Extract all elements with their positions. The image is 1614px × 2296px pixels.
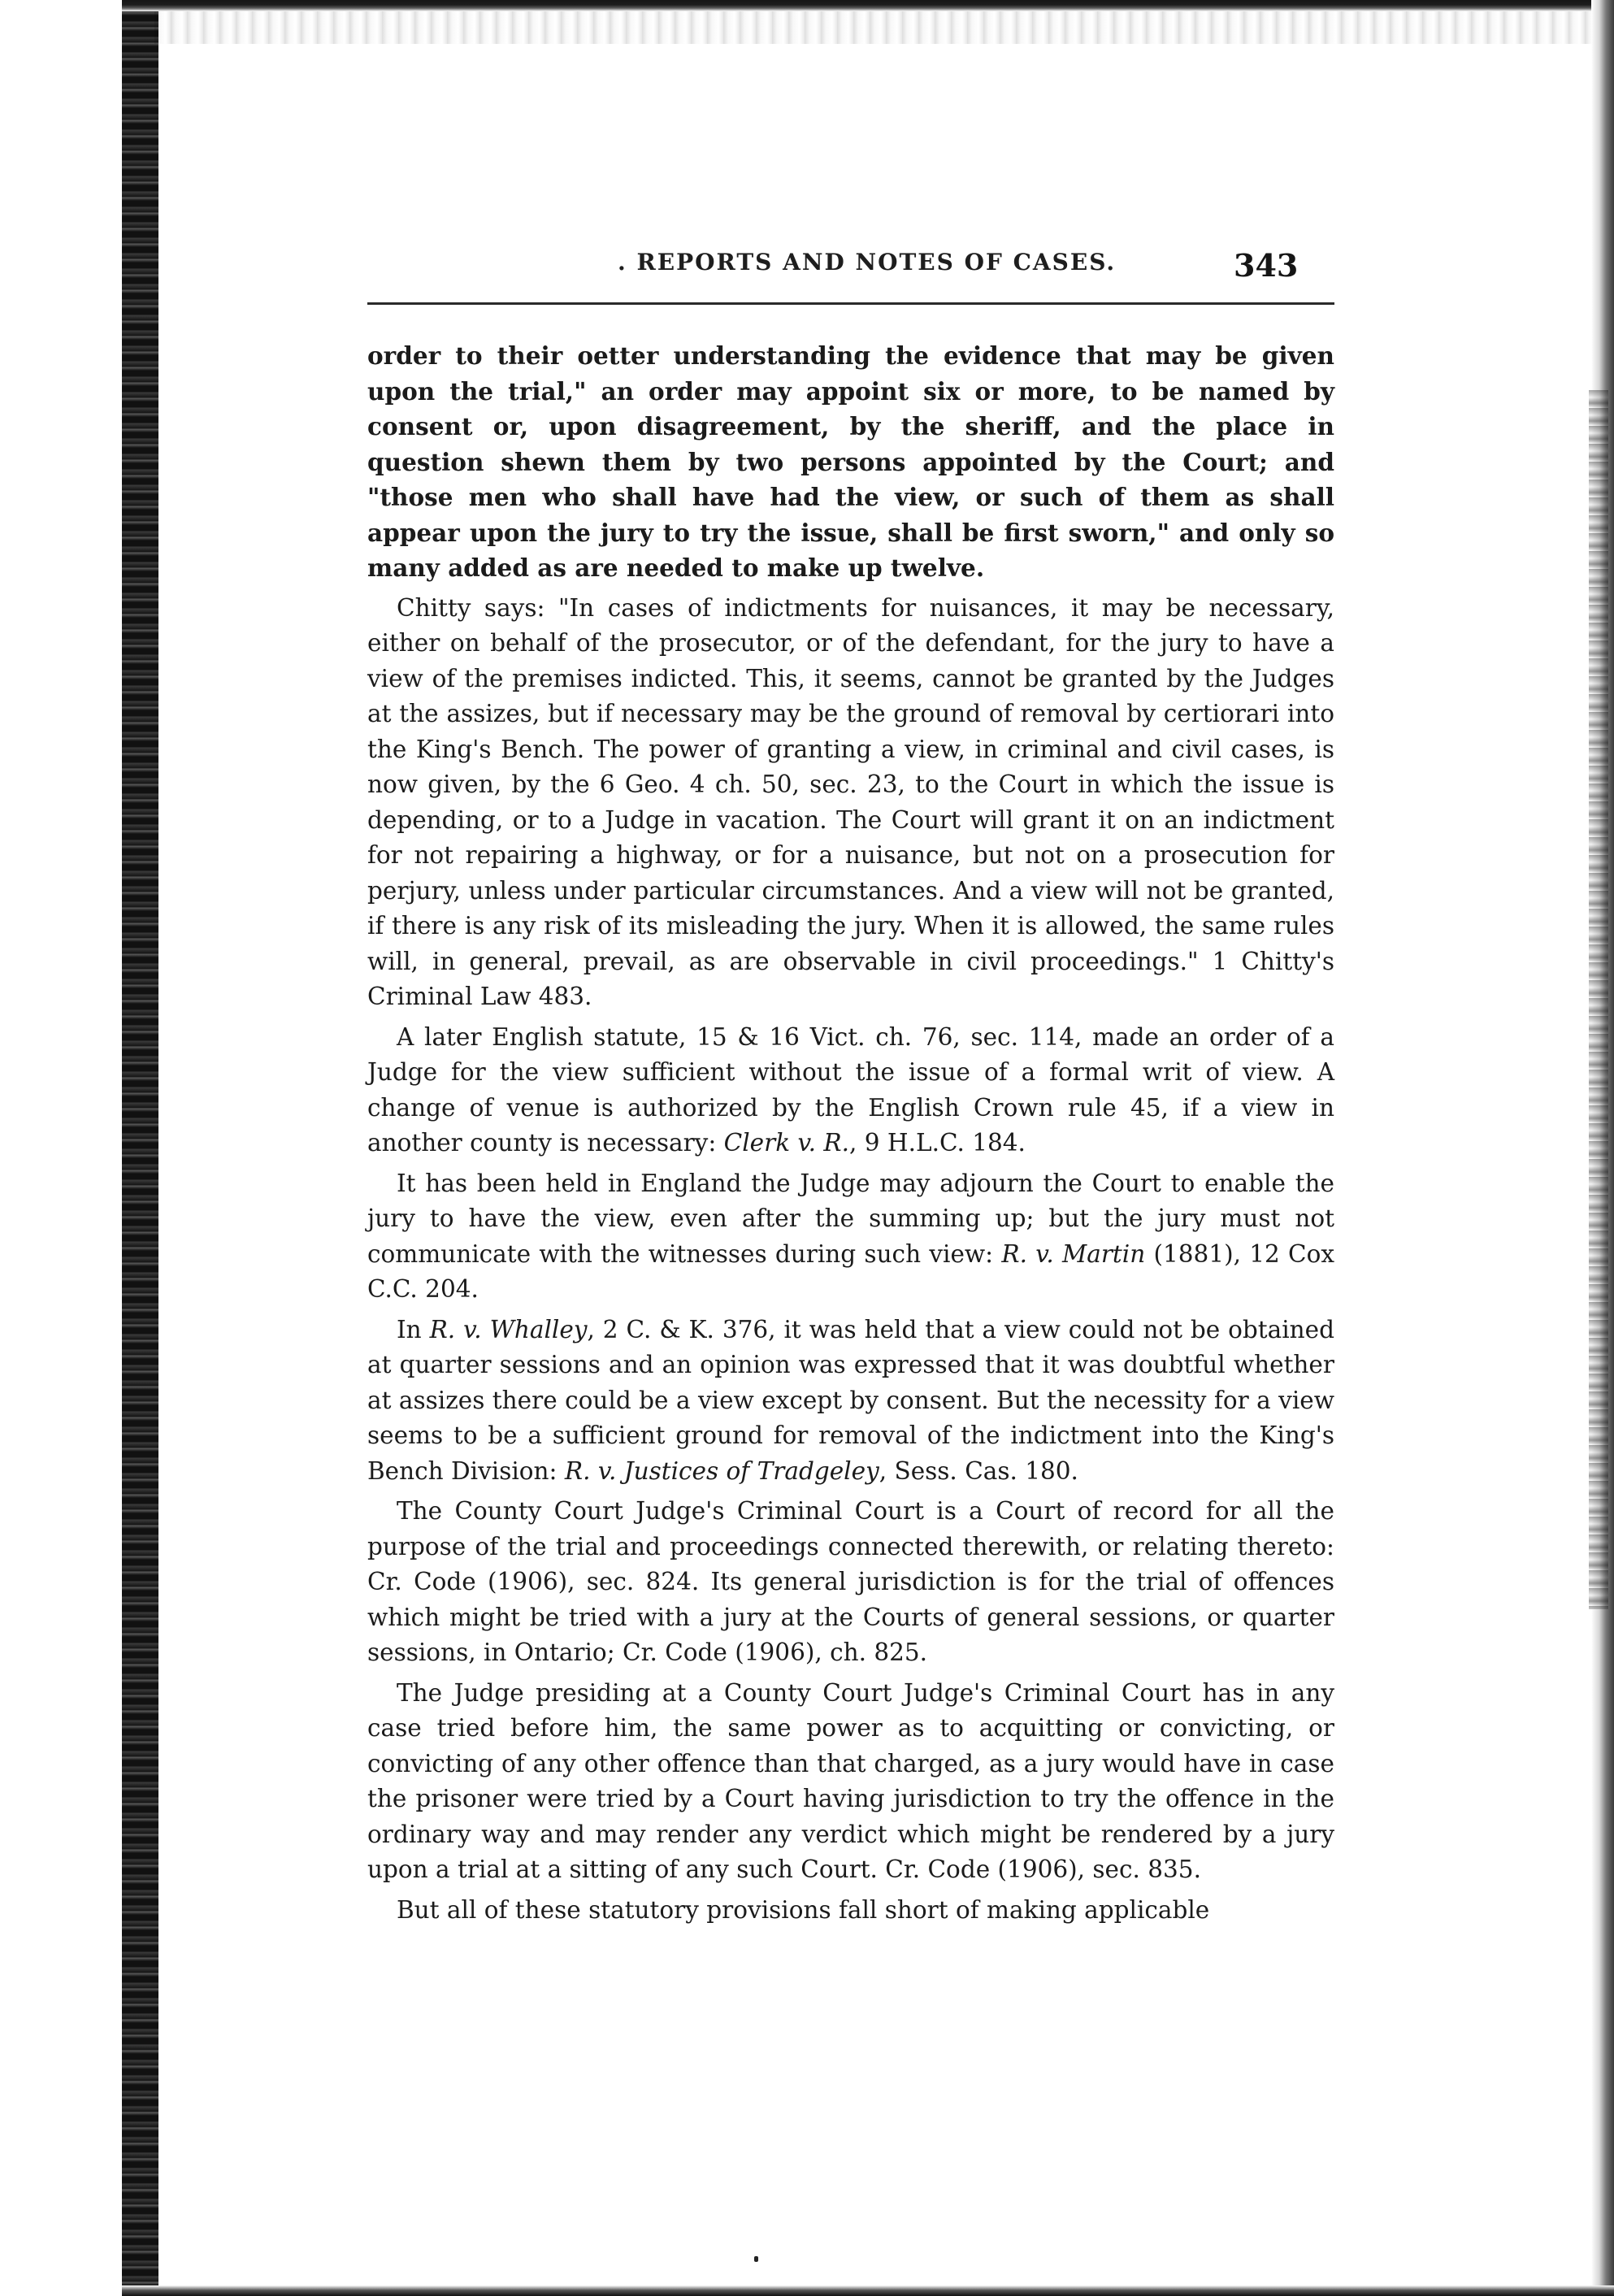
header-rule [367, 302, 1334, 305]
page-body [367, 338, 1334, 1933]
paragraph-1: order to their oetter understanding the evidence that may be given upon the trial," an order may appoint six or more, to be named by consent or, upon disagreement, by the sheriff, and the place in question shewn them by two persons appointed by the Court; and "those men who shall have had the view, or such of them as shall appear upon the jury to try the issue, shall be first sworn," and only so many added as are needed to make up twelve. [367, 341, 1334, 582]
case-citation: R. v. Whalley [429, 1315, 588, 1343]
scan-edge-bottom [122, 2285, 1614, 2296]
scan-edge-right-texture [1589, 390, 1608, 1609]
paragraph-5-text: In [397, 1315, 422, 1343]
paragraph-4-text: It has been held in England the Judge may adjourn the Court to enable the jury to have the view, even after the summing up; but the jury must not communicate with the witnesses during such view: [367, 1169, 1334, 1268]
paragraph-3 [367, 1020, 1334, 1161]
paragraph-6: The County Court Judge's Criminal Court is a Court of record for all the purpose of the trial and proceedings connected therewith, or relating thereto: Cr. Code (1906), sec. 824. Its general jurisdiction is for the trial of offences which might be tried with a jury at the Courts of general sessions, or quarter sessions, in Ontario; Cr. Code (1906), ch. 825. [367, 1497, 1334, 1666]
case-citation: R. v. Justices of Tradgeley [564, 1456, 879, 1485]
scan-edge-top-texture [154, 11, 1614, 44]
case-citation-reference: (1881), 12 Cox C.C. 204. [367, 1239, 1334, 1303]
paragraph-5-body: , 2 C. & K. 376, it was held that a view could not be obtained at quarter sessions and an opinion was expressed that it was doubtful whether at assizes there could be a view except by consent. But the necessity for a view seems to be a sufficient ground for removal of the indictment into the King's Bench Division: [367, 1315, 1334, 1485]
case-citation-reference: , Sess. Cas. 180. [879, 1456, 1078, 1485]
scan-edge-left-texture [122, 0, 158, 2296]
paragraph-4 [367, 1166, 1334, 1308]
scan-speck [754, 2256, 758, 2262]
scan-edge-top [122, 0, 1614, 11]
case-citation-reference: , 9 H.L.C. 184. [849, 1129, 1026, 1157]
paragraph-8: But all of these statutory provisions fall short of making applicable [397, 1895, 1210, 1924]
case-citation: R. v. Martin [1001, 1239, 1146, 1268]
case-citation: Clerk v. R. [723, 1129, 849, 1157]
paragraph-5 [367, 1313, 1334, 1490]
paragraph-2: Chitty says: "In cases of indictments for nuisances, it may be necessary, either on behalf of the prosecutor, or of the defendant, for the jury to have a view of the premises indicted. This, it seems, cannot be granted by the Judges at the assizes, but if necessary may be the ground of removal by certiorari into the King's Bench. The power of granting a view, in criminal and civil cases, is now given, by the 6 Geo. 4 ch. 50, sec. 23, to the Court in which the issue is depending, or to a Judge in vacation. The Court will grant it on an indictment for not repairing a highway, or for a nuisance, but not on a prosecution for perjury, unless under particular circumstances. And a view will not be granted, if there is any risk of its misleading the jury. When it is allowed, the same rules will, in general, prevail, as are observable in civil proceedings." 1 Chitty's Criminal Law 483. [367, 593, 1334, 1010]
paragraph-7: The Judge presiding at a County Court Judge's Criminal Court has in any case tried before him, the same power as to acquitting or convicting, or convicting of any other offence than that charged, as a jury would have in case the prisoner were tried by a Court having jurisdiction to try the offence in the ordinary way and may render any verdict which might be rendered by a jury upon a trial at a sitting of any such Court. Cr. Code (1906), sec. 835. [367, 1678, 1334, 1883]
page-number: 343 [1234, 247, 1299, 284]
paragraph-3-text: A later English statute, 15 & 16 Vict. ch. 76, sec. 114, made an order of a Judge for the view sufficient without the issue of a formal writ of view. A change of venue is authorized by the English Crown rule 45, if a view in another county is necessary: [367, 1022, 1334, 1157]
running-title: . REPORTS AND NOTES OF CASES. [618, 249, 1117, 276]
